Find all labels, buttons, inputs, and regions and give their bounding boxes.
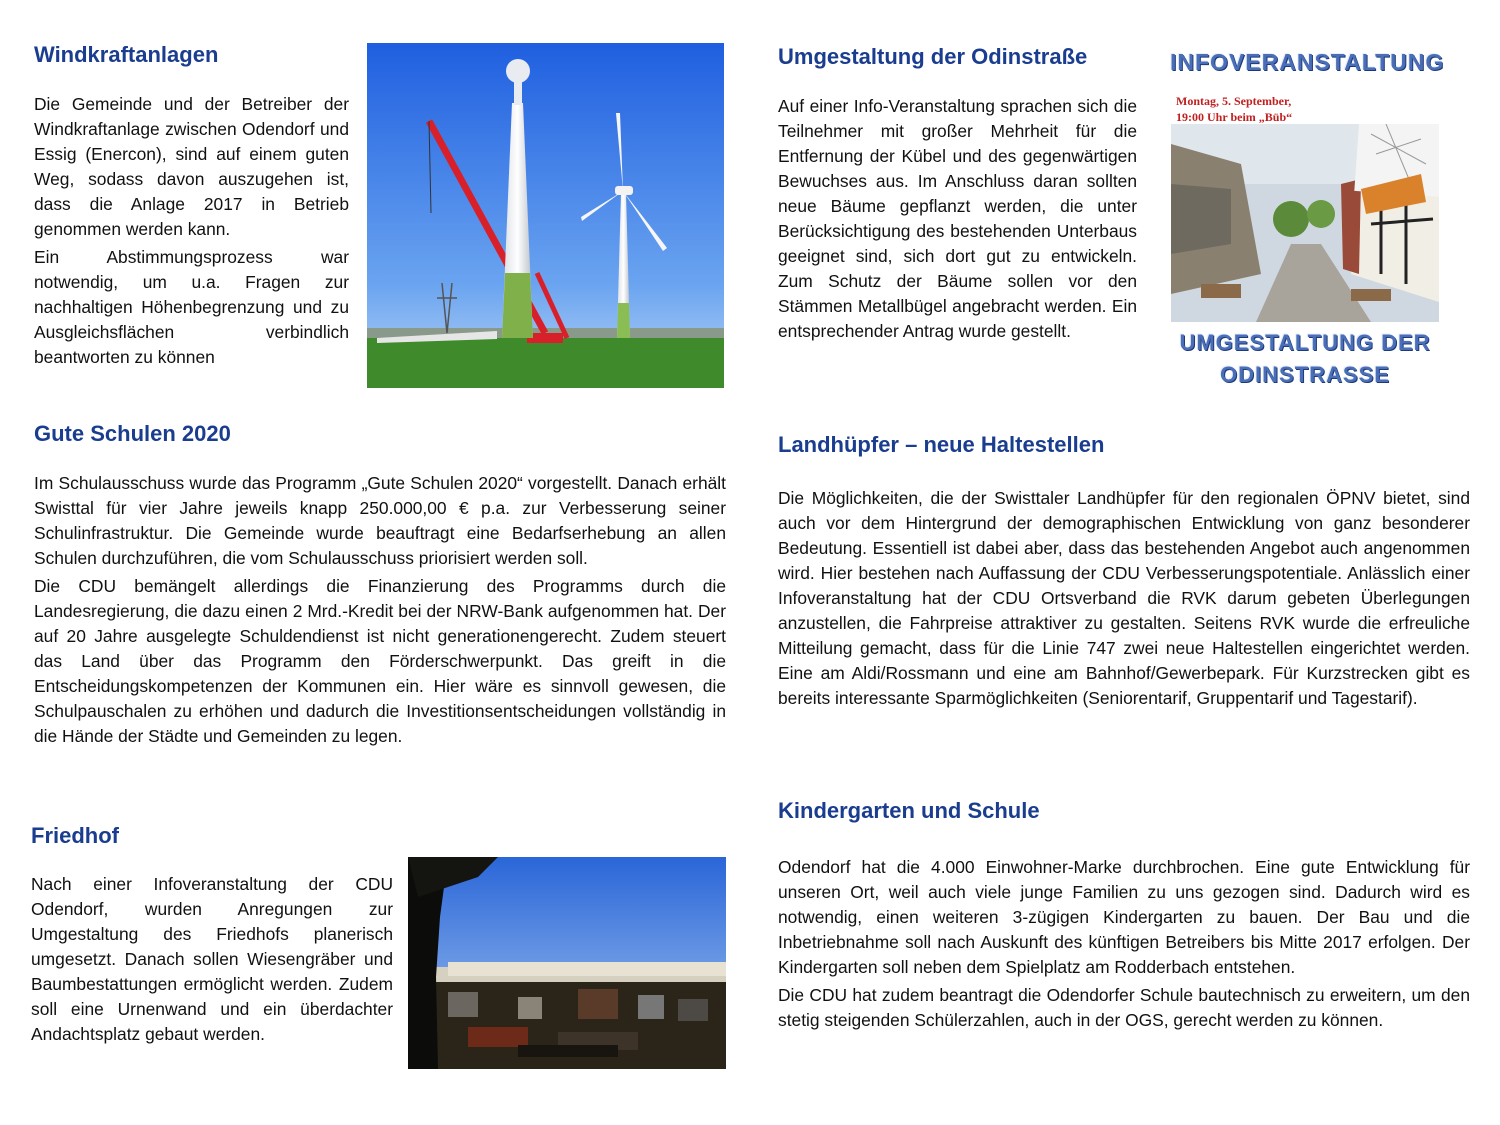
windkraft-paragraph-2: Ein Abstimmungsprozess war notwendig, um u.a. Fragen zur nachhaltigen Höhenbegrenzung und zu Ausgleichsflächen verbindlich beantworten zu können bbox=[34, 247, 349, 367]
schulen-heading: Gute Schulen 2020 bbox=[34, 421, 231, 446]
odin-text bbox=[778, 94, 1137, 344]
poster-bottom-title-2: ODINSTRASSE bbox=[1220, 362, 1390, 387]
odin-paragraph-1: Auf einer Info-Veranstaltung sprachen sich die Teilnehmer mit großer Mehrheit für die Entfernung der Kübel und des gegenwärtigen Bewuchses aus. Im Anschluss daran sollten neue Bäume gepflanzt werden, die unter Berücksichtigung des bestehenden Unterbaus geeignet sind, sich dort gut zu entwickeln. Zum Schutz der Bäume sollen vor den Stämmen Metallbügel angebracht werden. Ein entsprechender Antrag wurde gestellt. bbox=[778, 96, 1137, 341]
kiga-heading: Kindergarten und Schule bbox=[778, 798, 1040, 823]
poster-date-line-2: 19:00 Uhr beim „Büb“ bbox=[1176, 110, 1293, 124]
landhuepfer-paragraph-1: Die Möglichkeiten, die der Swisttaler Landhüpfer für den regionalen ÖPNV bietet, sind auch vor dem Hintergrund der demographischen Entwicklung von ganz besonderer Bedeutung. Essentiell ist dabei aber, dass das bestehenden Angebot auch angenommen wird. Hier bestehen nach Auffassung der CDU Verbesserungspotentiale. Anlässlich einer Infoveranstaltung hat der CDU Ortsverband die RVK darum gebeten Überlegungen anzustellen, die Fahrpreise attraktiver zu gestalten. Seitens RVK wurde die erfreuliche Mitteilung gemacht, dass für die Linie 747 zwei neue Haltestellen eingerichtet werden. Eine am Aldi/Rossmann und eine am Bahnhof/Gewerbepark. Für Kurzstrecken gibt es bereits interessante Sparmöglichkeiten (Seniorentarif, Gruppentarif und Tagestarif). bbox=[778, 488, 1470, 708]
friedhof-paragraph-1: Nach einer Infoveranstaltung der CDU Odendorf, wurden Anregungen zur Umgestaltung des Friedhofs planerisch umgesetzt. Danach sollen Wiesengräber und Baumbestattungen ermöglicht werden. Zudem soll eine Urnenwand und ein überdachter Andachtsplatz gebaut werden. bbox=[31, 874, 393, 1044]
schulen-text bbox=[34, 471, 726, 749]
friedhof-heading: Friedhof bbox=[31, 823, 119, 848]
poster-top-title: INFOVERANSTALTUNG bbox=[1170, 49, 1445, 75]
odinstrasse-photo bbox=[1171, 124, 1439, 322]
poster-bottom-title-1: UMGESTALTUNG DER bbox=[1179, 330, 1431, 355]
schulen-paragraph-1: Im Schulausschuss wurde das Programm „Gute Schulen 2020“ vorgestellt. Danach erhält Swisttal für vier Jahre jeweils knapp 250.000,00 € p.a. zur Verbesserung seiner Schulinfrastruktur. Die Gemeinde wurde beauftragt eine Bedarfserhebung an allen Schulen durchzuführen, die vom Schulausschuss priorisiert werden soll. bbox=[34, 473, 726, 568]
odin-event-poster bbox=[1170, 46, 1445, 394]
landhuepfer-text bbox=[778, 486, 1470, 711]
friedhof-text bbox=[31, 872, 393, 1047]
cemetery-photo bbox=[408, 857, 726, 1069]
windkraft-paragraph-1: Die Gemeinde und der Betreiber der Windkraftanlage zwischen Odendorf und Essig (Enercon), sind auf einem guten Weg, sodass davon auszugehen ist, dass die Anlage 2017 in Betrieb genommen werden kann. bbox=[34, 94, 349, 239]
poster-date-line-1: Montag, 5. September, bbox=[1176, 94, 1292, 108]
poster-date bbox=[1176, 93, 1292, 125]
windkraft-text bbox=[34, 92, 349, 370]
schulen-paragraph-2: Die CDU bemängelt allerdings die Finanzierung des Programms durch die Landesregierung, die dazu einen 2 Mrd.-Kredit bei der NRW-Bank aufgenommen hat. Der auf 20 Jahre ausgelegte Schuldendienst ist nicht generationengerecht. Zudem steuert das Land über das Programm den Förderschwerpunkt. Das greift in die Entscheidungskompetenzen der Kommunen ein. Hier wäre es sinnvoll gewesen, die Schulpauschalen zu erhöhen und dadurch die Investitionsentscheidungen vollständig in die Hände der Städte und Gemeinden zu legen. bbox=[34, 576, 726, 746]
odin-heading: Umgestaltung der Odinstraße bbox=[778, 44, 1088, 69]
windkraft-heading: Windkraftanlagen bbox=[34, 42, 219, 67]
kiga-text bbox=[778, 855, 1470, 1033]
wind-turbine-photo bbox=[367, 43, 724, 388]
landhuepfer-heading: Landhüpfer – neue Haltestellen bbox=[778, 432, 1105, 457]
kiga-paragraph-1: Odendorf hat die 4.000 Einwohner-Marke durchbrochen. Eine gute Entwicklung für unseren Ort, weil auch viele junge Familien zu uns gezogen sind. Dadurch wird es notwendig, einen weiteren 3-zügigen Kindergarten zu bauen. Der Bau und die Inbetriebnahme soll nach Auskunft des künftigen Betreibers bis Mitte 2017 erfolgen. Der Kindergarten soll neben dem Spielplatz am Rodderbach entstehen. bbox=[778, 857, 1470, 977]
kiga-paragraph-2: Die CDU hat zudem beantragt die Odendorfer Schule bautechnisch zu erweitern, um den stetig steigenden Schülerzahlen, auch in der OGS, gerecht werden zu können. bbox=[778, 985, 1470, 1030]
